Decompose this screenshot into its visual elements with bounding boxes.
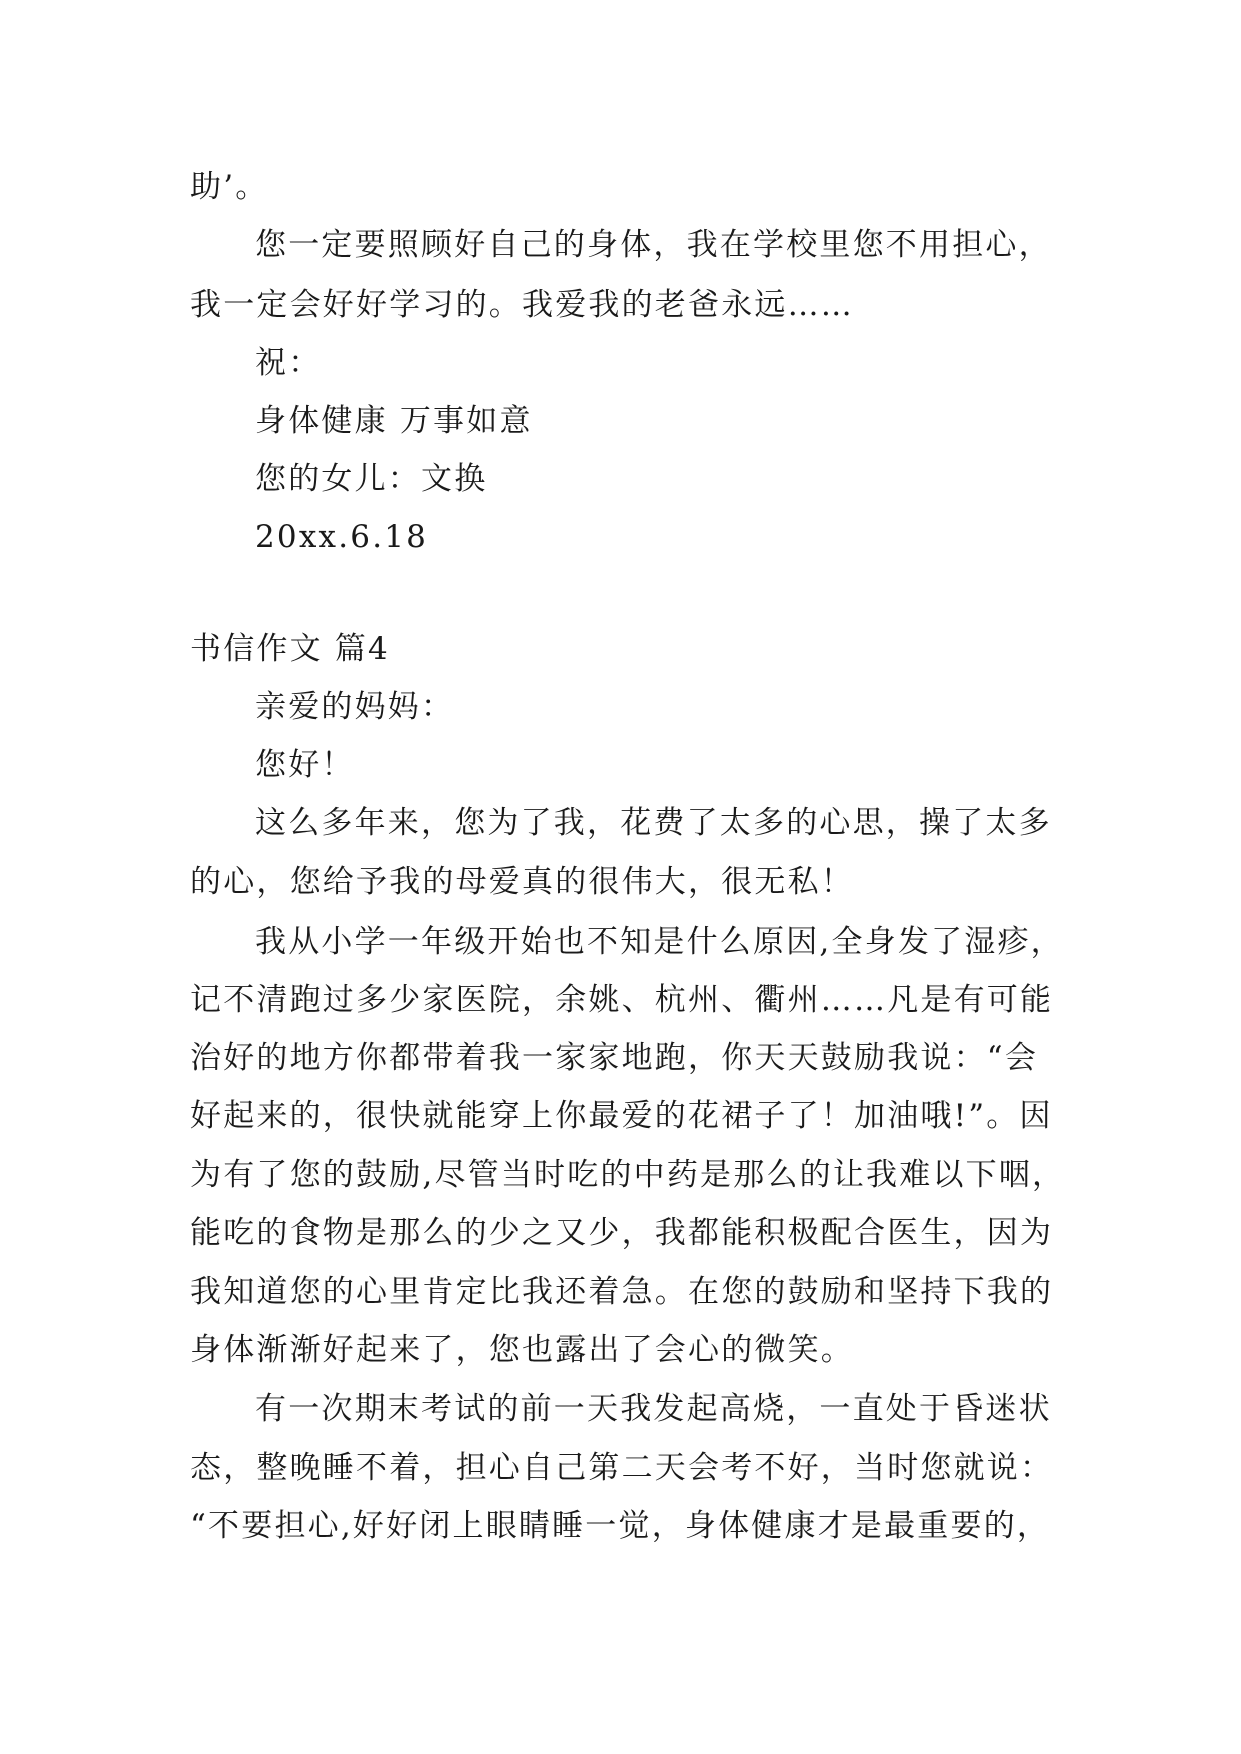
greeting: 亲爱的妈妈：	[255, 689, 455, 725]
greeting: 您好！	[255, 747, 355, 783]
text-line: “不要担心,好好闭上眼睛睡一觉，身体健康才是最重要的，	[190, 1508, 1051, 1544]
text-line: 好起来的，很快就能穿上你最爱的花裙子了！加油哦!”。因	[190, 1098, 1053, 1134]
section-heading: 书信作文 篇4	[190, 631, 390, 667]
text-line: 为有了您的鼓励,尽管当时吃的中药是那么的让我难以下咽，	[190, 1157, 1066, 1193]
text-line: 身体渐渐好起来了，您也露出了会心的微笑。	[190, 1332, 854, 1368]
closing-wish: 身体健康 万事如意	[255, 403, 533, 439]
signature: 您的女儿：文换	[255, 461, 488, 497]
text-line: 助’。	[190, 169, 269, 205]
text-line: 态，整晚睡不着，担心自己第二天会考不好，当时您就说：	[190, 1450, 1054, 1486]
text-line: 我知道您的心里肯定比我还着急。在您的鼓励和坚持下我的	[190, 1274, 1054, 1310]
closing-salutation: 祝：	[255, 345, 322, 381]
text-line: 的心，您给予我的母爱真的很伟大，很无私！	[190, 864, 854, 900]
text-line: 有一次期末考试的前一天我发起高烧，一直处于昏迷状	[255, 1391, 1052, 1427]
text-line: 能吃的食物是那么的少之又少，我都能积极配合医生，因为	[190, 1215, 1054, 1251]
text-line: 我从小学一年级开始也不知是什么原因,全身发了湿疹，	[255, 924, 1064, 960]
text-line: 治好的地方你都带着我一家家地跑，你天天鼓励我说：“会	[190, 1040, 1039, 1076]
text-line: 我一定会好好学习的。我爱我的老爸永远……	[190, 287, 854, 323]
text-line: 记不清跑过多少家医院，余姚、杭州、衢州……凡是有可能	[190, 982, 1054, 1018]
letter-date: 20xx.6.18	[255, 519, 429, 555]
text-line: 您一定要照顾好自己的身体，我在学校里您不用担心，	[255, 227, 1052, 263]
text-line: 这么多年来，您为了我，花费了太多的心思，操了太多	[255, 805, 1052, 841]
